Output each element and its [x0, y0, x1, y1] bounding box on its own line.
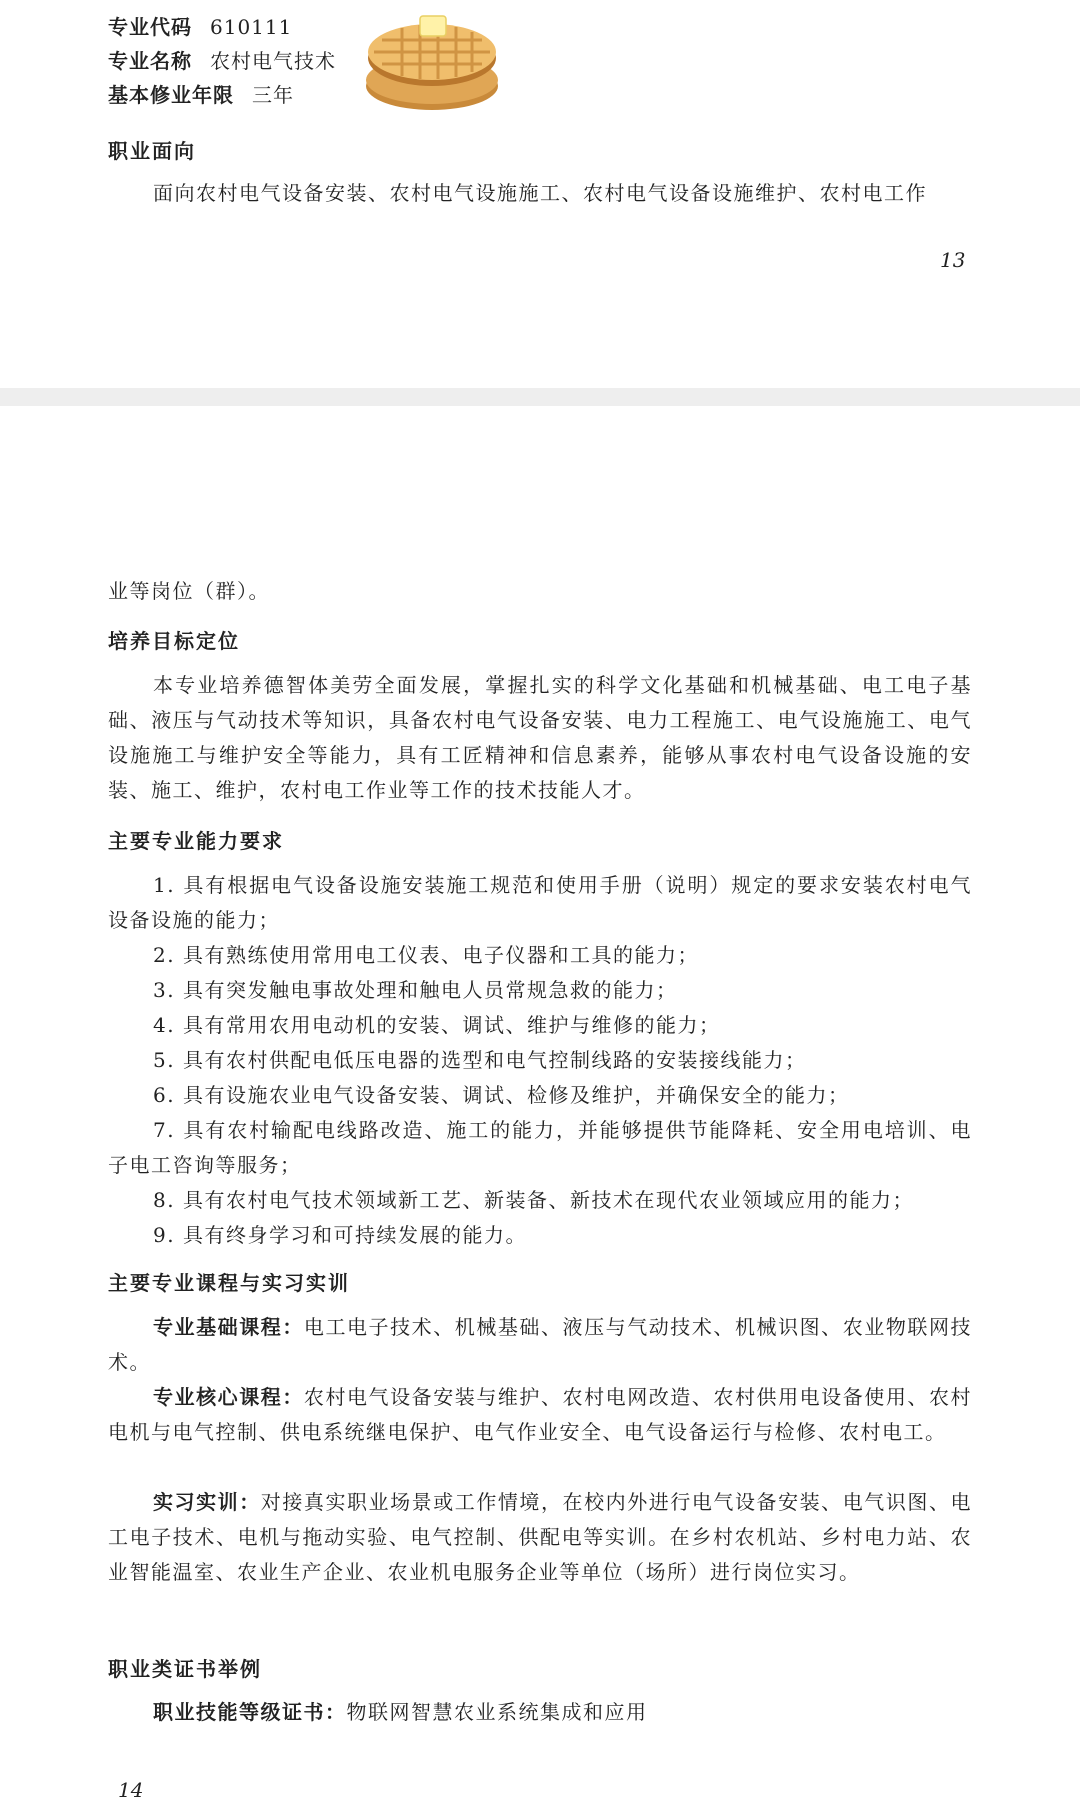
practice-text: 对接真实职业场景或工作情境，在校内外进行电气设备安装、电气识图、电工电子技术、电机与拖动实验、电气控制、供配电等实训。在乡村农机站、乡村电力站、农业智能温室、农业生产企业、农业机电服务企业等单位（场所）进行岗位实习。: [108, 1490, 973, 1584]
basic-course-label: 专业基础课程：: [153, 1315, 304, 1339]
cert-heading: 职业类证书举例: [108, 1657, 262, 1681]
practice-paragraph: [108, 1485, 972, 1590]
career-heading: 职业面向: [108, 139, 196, 163]
goal-text: 本专业培养德智体美劳全面发展，掌握扎实的科学文化基础和机械基础、电工电子基础、液压与气动技术等知识，具备农村电气设备安装、电力工程施工、电气设施施工、电气设施施工与维护安全等能力，具有工匠精神和信息素养，能够从事农村电气设备设施的安装、施工、维护，农村电工作业等工作的技术技能人才。: [108, 673, 972, 802]
ability-item-8: 8. 具有农村电气技术领域新工艺、新装备、新技术在现代农业领域应用的能力；: [153, 1188, 914, 1212]
ability-heading: 主要专业能力要求: [108, 829, 284, 853]
page-gap: [0, 388, 1080, 406]
page-13: [0, 0, 1080, 388]
study-years-label: 基本修业年限: [108, 83, 234, 107]
cert-paragraph: [108, 1695, 972, 1730]
waffle-sticker-icon: [362, 0, 502, 118]
study-years-row: [108, 80, 294, 110]
ability-item-5: 5. 具有农村供配电低压电器的选型和电气控制线路的安装接线能力；: [153, 1048, 807, 1072]
career-text-line1: 面向农村电气设备安装、农村电气设施施工、农村电气设备设施维护、农村电工作: [153, 181, 927, 205]
page-number-14: 14: [118, 1778, 144, 1802]
major-code-value: 610111: [210, 15, 293, 39]
ability-item-7: 7. 具有农村输配电线路改造、施工的能力，并能够提供节能降耗、安全用电培训、电子电工咨询等服务；: [108, 1118, 972, 1177]
cert-label: 职业技能等级证书：: [153, 1700, 347, 1724]
major-code-row: [108, 12, 292, 42]
core-course-label: 专业核心课程：: [153, 1385, 304, 1409]
core-course-text: 农村电气设备安装与维护、农村电网改造、农村供用电设备使用、农村电机与电气控制、供电系统继电保护、电气作业安全、电气设备运行与检修、农村电工。: [108, 1385, 973, 1444]
major-name-label: 专业名称: [108, 49, 192, 73]
basic-course-paragraph: [108, 1310, 972, 1380]
course-heading: 主要专业课程与实习实训: [108, 1271, 350, 1295]
basic-course-text: 电工电子技术、机械基础、液压与气动技术、机械识图、农业物联网技术。: [108, 1315, 973, 1374]
ability-item-6: 6. 具有设施农业电气设备安装、调试、检修及维护，并确保安全的能力；: [153, 1083, 850, 1107]
ability-item-2: 2. 具有熟练使用常用电工仪表、电子仪器和工具的能力；: [153, 943, 699, 967]
ability-item-4: 4. 具有常用农用电动机的安装、调试、维护与维修的能力；: [153, 1013, 721, 1037]
core-course-paragraph: [108, 1380, 972, 1450]
page-14: [0, 406, 1080, 1817]
major-code-label: 专业代码: [108, 15, 192, 39]
practice-label: 实习实训：: [153, 1490, 261, 1514]
major-name-row: [108, 46, 336, 76]
ability-item-3: 3. 具有突发触电事故处理和触电人员常规急救的能力；: [153, 978, 678, 1002]
page-number-13: 13: [940, 248, 966, 272]
ability-item-9: 9. 具有终身学习和可持续发展的能力。: [153, 1223, 527, 1247]
goal-heading: 培养目标定位: [108, 629, 240, 653]
ability-item-1: 1. 具有根据电气设备设施安装施工规范和使用手册（说明）规定的要求安装农村电气设备设施的能力；: [108, 873, 972, 932]
major-name-value: 农村电气技术: [210, 49, 336, 73]
career-text-line2: 业等岗位（群）。: [108, 579, 270, 603]
study-years-value: 三年: [252, 83, 294, 107]
cert-text: 物联网智慧农业系统集成和应用: [346, 1700, 648, 1724]
